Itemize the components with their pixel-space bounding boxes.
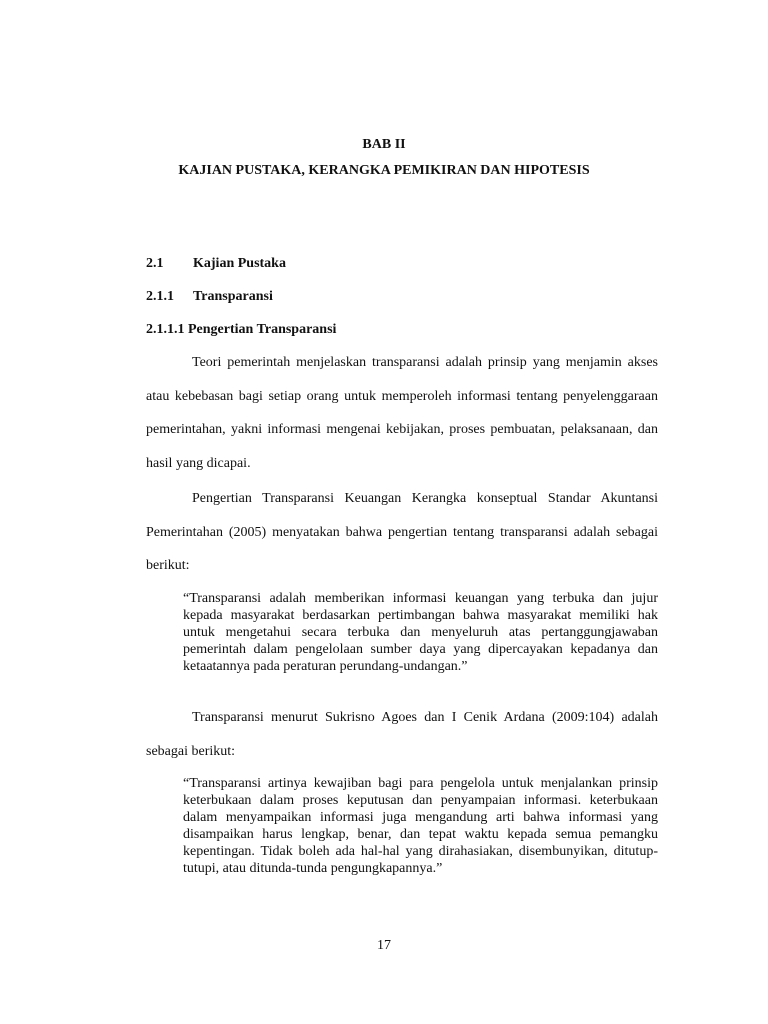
section-title: Kajian Pustaka <box>193 256 286 271</box>
block-quote-2: “Transparansi artinya kewajiban bagi para pengelola untuk menjalankan prinsip keterbukaan dalam proses keputusan dan penyampaian informasi. keterbukaan dalam menyampaikan informasi juga mengandung arti bahwa informasi yang disampaikan harus lengkap, benar, dan tepat waktu kepada semua pemangku kepentingan. Tidak boleh ada hal-hal yang dirahasiakan, disembunyikan, ditutup-tutupi, atau ditunda-tunda pengungkapannya.” <box>183 776 658 876</box>
chapter-title: KAJIAN PUSTAKA, KERANGKA PEMIKIRAN DAN HIPOTESIS <box>178 163 590 178</box>
body-paragraph-3 <box>146 701 658 768</box>
section-heading-2-1-1 <box>146 289 273 305</box>
body-paragraph-1 <box>146 346 658 480</box>
section-heading-2-1 <box>146 256 286 272</box>
page-number: 17 <box>377 938 391 953</box>
block-quote-1: “Transparansi adalah memberikan informasi keuangan yang terbuka dan jujur kepada masyarakat berdasarkan pertimbangan bahwa masyarakat memiliki hak untuk mengetahui secara terbuka dan menyeluruh atas pertanggungjawaban pemerintah dalam pengelolaan sumber daya yang dipercayakan kepadanya dan ketaatannya pada peraturan perundang-undangan.” <box>183 591 658 674</box>
paragraph-text: Teori pemerintah menjelaskan transparansi adalah prinsip yang menjamin akses atau kebebasan bagi setiap orang untuk memperoleh informasi tentang penyelenggaraan pemerintahan, yakni informasi mengenai kebijakan, proses pembuatan, pelaksanaan, dan hasil yang dicapai. <box>146 355 658 471</box>
body-paragraph-2 <box>146 482 658 583</box>
paragraph-text: Pengertian Transparansi Keuangan Kerangka konseptual Standar Akuntansi Pemerintahan (2005) menyatakan bahwa pengertian tentang transparansi adalah sebagai berikut: <box>146 491 658 573</box>
section-title: Transparansi <box>193 289 273 304</box>
section-number: 2.1.1 <box>146 289 174 304</box>
chapter-label: BAB II <box>362 137 406 152</box>
section-number: 2.1 <box>146 256 164 271</box>
paragraph-text: Transparansi menurut Sukrisno Agoes dan I Cenik Ardana (2009:104) adalah sebagai berikut: <box>146 710 658 759</box>
section-heading-2-1-1-1 <box>146 322 336 338</box>
section-title: 2.1.1.1 Pengertian Transparansi <box>146 322 337 337</box>
